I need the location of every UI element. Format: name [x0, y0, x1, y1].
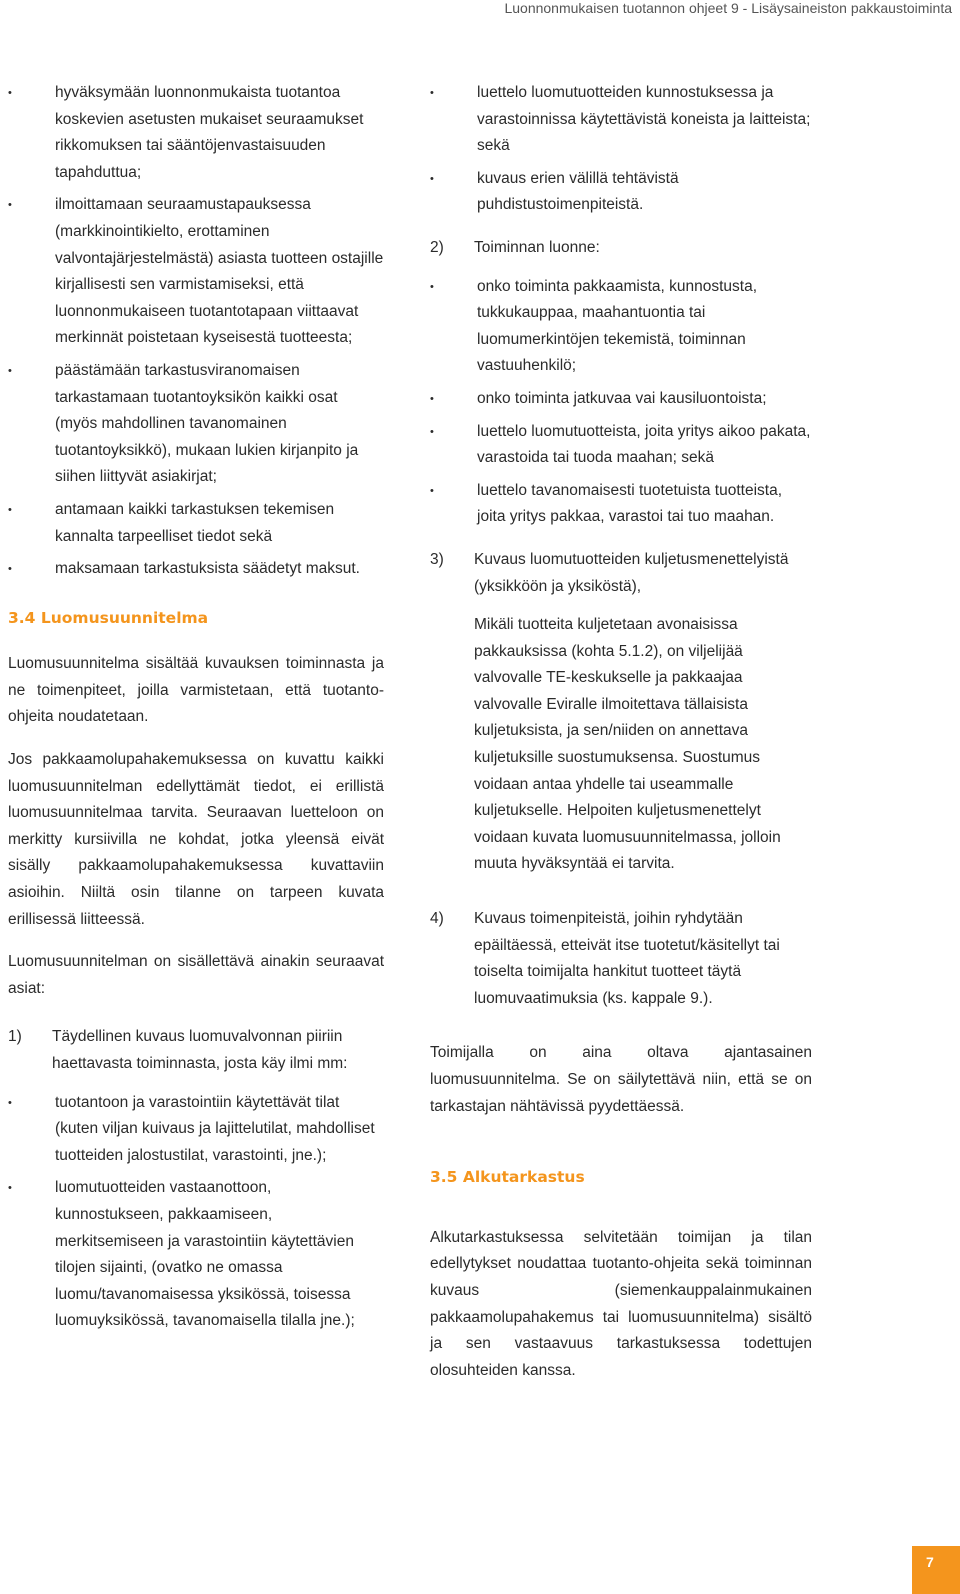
numbered-item — [8, 1024, 384, 1077]
list-item-text: luettelo tavanomaisesti tuotetuista tuotteista, joita yritys pakkaa, varastoi tai tuo maahan. — [477, 481, 783, 526]
item-number: 1) — [8, 1028, 22, 1046]
list-item-text: päästämään tarkastusviranomaisen tarkastamaan tuotantoyksikön kaikki osat (myös mahdollinen tavanomainen tuotantoyksikkö), mukaan lukien kirjanpito ja siihen liittyvät asiakirjat; — [55, 361, 359, 486]
bullet-icon: • — [8, 503, 12, 516]
paragraph: Toimijalla on aina oltava ajantasainen luomusuunnitelma. Se on säilytettävä niin, että se on tarkastajan nähtävissä pyydettäessä. — [430, 1044, 812, 1115]
paragraph: Jos pakkaamolupahakemuksessa on kuvattu kaikki luomusuunnitelman edellyttämät tiedot, ei erillistä luomusuunnitelmaa tarvita. Seuraavan luetteloon on merkitty kursiivilla ne kohdat, jotka yleensä eivät sisälly pakkaamolupahakemuksessa kuvattaviin asioihin. Niiltä osin tilanne on tarpeen kuvata erillisessä liitteessä. — [8, 751, 384, 928]
paragraph: Luomusuunnitelma sisältää kuvauksen toiminnasta ja ne toimenpiteet, joilla varmistetaan, että tuotanto-ohjeita noudatetaan. — [8, 655, 384, 726]
list-item — [430, 166, 812, 219]
list-item-text: onko toiminta pakkaamista, kunnostusta, tukkukauppaa, maahantuontia tai luomumerkintöjen tekemistä, toiminnan vastuuhenkilö; — [477, 277, 758, 375]
item-body-text: Mikäli tuotteita kuljetetaan avonaisissa pakkauksissa (kohta 5.1.2), on viljelijää valvovalle TE-keskukselle ja pakkaajaa valvovalle Eviralle ilmoitettava tällaisista kuljetuksista, ja sen/niiden on annettava kuljetuksille suostumuksensa. Suostumus voidaan antaa yhdelle tai useammalle kuljetukselle. Helpoiten kuljetusmenettelyt voidaan kuvata luomusuunnitelmassa, jolloin muuta hyväksyntää ei tarvita. — [474, 616, 781, 873]
equipment-list — [430, 80, 812, 219]
list-item-text: hyväksymään luonnonmukaista tuotantoa koskevien asetusten mukaiset seuraamukset rikkomuksen tai sääntöjenvastaisuuden tapahduttua; — [55, 84, 364, 181]
bullet-icon: • — [430, 280, 434, 293]
item-number: 3) — [430, 550, 444, 568]
bullet-icon: • — [8, 199, 12, 212]
bullet-icon: • — [8, 1182, 12, 1195]
list-item — [8, 358, 384, 491]
list-item-text: luettelo luomutuotteista, joita yritys aikoo pakata, varastoida tai tuoda maahan; sekä — [477, 422, 811, 467]
numbered-item-body — [430, 612, 812, 878]
running-title: Luonnonmukaisen tuotannon ohjeet 9 - Lisäysaineiston pakkaustoiminta — [504, 0, 952, 16]
paragraph: Alkutarkastuksessa selvitetään toimijan ja tilan edellytykset noudattaa tuotanto-ohjeita sekä toiminnan kuvaus (siemenkauppalainmukainen pakkaamolupahakemus tai luomusuunnitelma) sisältö ja sen vastaavuus tarkastuksessa todettujen olosuhteiden kanssa. — [430, 1228, 812, 1379]
bullet-icon: • — [430, 392, 434, 405]
bullet-icon: • — [430, 484, 434, 497]
numbered-item — [430, 547, 812, 600]
page-number: 7 — [926, 1554, 934, 1570]
list-item-text: onko toiminta jatkuvaa vai kausiluontoista; — [477, 389, 767, 407]
list-item-text: antamaan kaikki tarkastuksen tekemisen kannalta tarpeelliset tiedot sekä — [55, 500, 335, 545]
left-column — [8, 80, 384, 1345]
bullet-icon: • — [430, 425, 434, 438]
bullet-icon: • — [8, 364, 12, 377]
list-item — [8, 1090, 384, 1170]
numbered-item — [430, 235, 812, 262]
list-item — [8, 1175, 384, 1335]
bullet-icon: • — [8, 563, 12, 576]
bullet-icon: • — [8, 87, 12, 99]
item-text: Kuvaus toimenpiteistä, joihin ryhdytään epäiltäessä, etteivät itse tuotetut/käsitellyt tai toiselta toimijalta hankitut tuotteet täytä luomuvaatimuksia (ks. kappale 9.). — [474, 910, 780, 1007]
right-column — [430, 80, 812, 1384]
item-text: Kuvaus luomutuotteiden kuljetusmenettelyistä (yksikköön ja yksiköstä), — [474, 550, 789, 595]
bullet-icon: • — [430, 87, 434, 99]
item-number: 4) — [430, 910, 444, 928]
item-number: 2) — [430, 238, 444, 256]
list-item — [8, 556, 384, 583]
activity-list — [430, 274, 812, 531]
list-item-text: tuotantoon ja varastointiin käytettävät tilat (kuten viljan kuivaus ja lajittelutilat, mahdolliset tuotteiden jalostustilat, varastointi, jne.); — [55, 1093, 375, 1164]
list-item — [430, 274, 812, 380]
list-item — [430, 478, 812, 531]
running-header — [0, 0, 960, 30]
page-number-badge — [912, 1546, 960, 1594]
bullet-icon: • — [430, 172, 434, 185]
bullet-icon: • — [8, 1096, 12, 1109]
list-item — [430, 80, 812, 160]
section-heading: 3.4 Luomusuunnitelma — [8, 608, 209, 627]
obligations-list — [8, 80, 384, 583]
list-item-text: maksamaan tarkastuksista säädetyt maksut. — [55, 560, 360, 578]
item-text: Toiminnan luonne: — [474, 238, 600, 256]
list-item — [8, 192, 384, 352]
list-item-text: kuvaus erien välillä tehtävistä puhdistustoimenpiteistä. — [477, 169, 679, 214]
paragraph: Luomusuunnitelman on sisällettävä ainakin seuraavat asiat: — [8, 953, 384, 997]
list-item — [430, 419, 812, 472]
numbered-item — [430, 906, 812, 1012]
item-text: Täydellinen kuvaus luomuvalvonnan piiriin haettavasta toiminnasta, josta käy ilmi mm: — [52, 1028, 348, 1072]
section-heading: 3.5 Alkutarkastus — [430, 1168, 585, 1187]
list-item-text: luettelo luomutuotteiden kunnostuksessa ja varastoinnissa käytettävistä koneista ja laitteista; sekä — [477, 84, 811, 155]
list-item-text: luomutuotteiden vastaanottoon, kunnostukseen, pakkaamiseen, merkitsemiseen ja varastointiin käytettävien tilojen sijainti, (ovatko ne omassa luomu/tavanomaisessa yksikössä, toisessa luomuyksikössä, tavanomaisella tilalla jne.); — [55, 1179, 355, 1330]
list-item — [430, 386, 812, 413]
list-item-text: ilmoittamaan seuraamustapauksessa (markkinointikielto, erottaminen valvontajärjestelmästä) asiasta tuotteen ostajille kirjallisesti sen varmistamiseksi, että luonnonmukaiseen tuotantotapaan viittaavat merkinnät poistetaan kyseisestä tuotteesta; — [55, 196, 384, 347]
list-item — [8, 80, 384, 186]
list-item — [8, 497, 384, 550]
facilities-list — [8, 1090, 384, 1335]
